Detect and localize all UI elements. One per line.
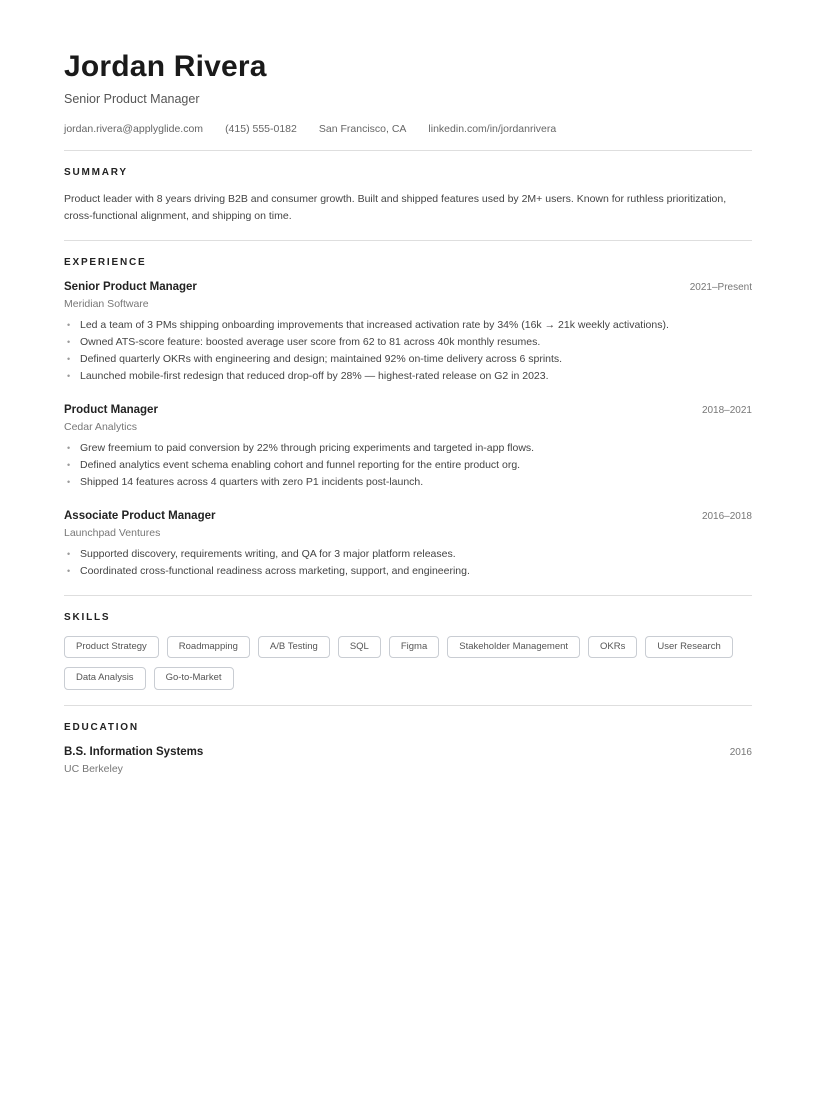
skill-pill: SQL bbox=[338, 636, 381, 658]
contact-email: jordan.rivera@applyglide.com bbox=[64, 123, 204, 135]
job-title: Senior Product Manager bbox=[64, 281, 197, 293]
skill-pill: Figma bbox=[389, 636, 439, 658]
skill-pill: Go-to-Market bbox=[154, 667, 234, 689]
job-entry-0 bbox=[64, 281, 752, 385]
job-bullet: • Launched mobile-first redesign that reduced drop-off by 28% — highest-rated release on G2 in 2023. bbox=[64, 368, 752, 385]
experience-heading: EXPERIENCE bbox=[64, 257, 147, 268]
job-entry-2 bbox=[64, 510, 752, 580]
education-school: UC Berkeley bbox=[64, 762, 123, 775]
contact-row bbox=[64, 123, 752, 135]
skill-pill: Roadmapping bbox=[167, 636, 250, 658]
skill-pill: Stakeholder Management bbox=[447, 636, 580, 658]
job-head bbox=[64, 510, 752, 522]
skill-pill: User Research bbox=[645, 636, 732, 658]
skill-pill: Product Strategy bbox=[64, 636, 159, 658]
summary-section bbox=[64, 150, 752, 225]
job-bullet: • Supported discovery, requirements writing, and QA for 3 major platform releases. bbox=[64, 546, 752, 563]
job-bullet: • Coordinated cross-functional readiness across marketing, support, and engineering. bbox=[64, 563, 752, 580]
job-dates: 2021–Present bbox=[689, 282, 752, 293]
job-bullet: • Grew freemium to paid conversion by 22% through pricing experiments and targeted in-app flows. bbox=[64, 440, 752, 457]
job-entry-1 bbox=[64, 404, 752, 491]
job-bullet: • Defined quarterly OKRs with engineering and design; maintained 92% on-time delivery across 6 sprints. bbox=[64, 351, 752, 368]
job-bullet: • Owned ATS-score feature: boosted average user score from 62 to 81 across 40k monthly resumes. bbox=[64, 334, 752, 351]
job-bullets bbox=[64, 440, 752, 491]
education-heading: EDUCATION bbox=[64, 721, 139, 733]
job-title: Product Manager bbox=[64, 404, 158, 416]
contact-phone: (415) 555-0182 bbox=[225, 123, 297, 135]
education-section bbox=[64, 705, 752, 775]
skill-pill: A/B Testing bbox=[258, 636, 330, 658]
education-head bbox=[64, 746, 752, 758]
summary-text: Product leader with 8 years driving B2B and consumer growth. Built and shipped features used by 2M+ users. Known for ruthless prioritization, cross-functional alignment, and shipping on time. bbox=[64, 193, 727, 222]
job-bullets bbox=[64, 317, 752, 385]
resume-header bbox=[64, 50, 752, 135]
job-bullet: • Led a team of 3 PMs shipping onboarding improvements that increased activation rate by 34% (16k → 21k weekly activations). bbox=[64, 317, 752, 334]
job-bullets bbox=[64, 546, 752, 580]
education-date: 2016 bbox=[729, 746, 752, 758]
skills-section bbox=[64, 595, 752, 690]
contact-location: San Francisco, CA bbox=[318, 123, 407, 135]
contact-linkedin: linkedin.com/in/jordanrivera bbox=[428, 123, 557, 135]
education-entry bbox=[64, 746, 752, 775]
experience-section bbox=[64, 240, 752, 580]
job-bullet: • Shipped 14 features across 4 quarters with zero P1 incidents post-launch. bbox=[64, 474, 752, 491]
summary-heading: SUMMARY bbox=[64, 167, 128, 178]
candidate-title: Senior Product Manager bbox=[64, 92, 200, 106]
skill-pill: Data Analysis bbox=[64, 667, 146, 689]
job-company: Launchpad Ventures bbox=[64, 527, 161, 539]
job-head bbox=[64, 281, 752, 293]
job-title: Associate Product Manager bbox=[64, 510, 216, 522]
skills-heading: SKILLS bbox=[64, 612, 111, 623]
candidate-name: Jordan Rivera bbox=[64, 50, 267, 83]
skill-pill: OKRs bbox=[588, 636, 637, 658]
job-dates: 2016–2018 bbox=[701, 511, 752, 522]
job-company: Cedar Analytics bbox=[64, 421, 137, 433]
education-degree: B.S. Information Systems bbox=[64, 745, 204, 758]
job-company: Meridian Software bbox=[64, 298, 149, 310]
job-head bbox=[64, 404, 752, 416]
job-bullet: • Defined analytics event schema enabling cohort and funnel reporting for the entire product org. bbox=[64, 457, 752, 474]
skills-pill-list bbox=[64, 636, 752, 690]
job-dates: 2018–2021 bbox=[701, 405, 752, 416]
